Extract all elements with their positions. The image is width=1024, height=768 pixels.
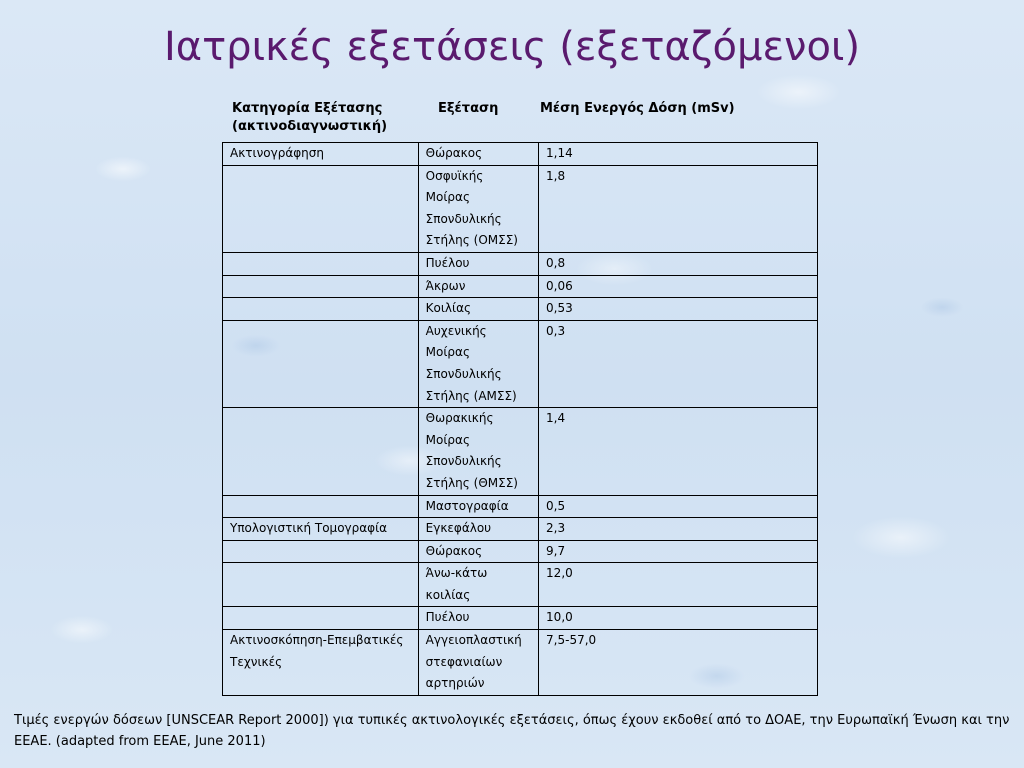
dose-table: [222, 142, 818, 696]
exam-cell: Αυχενικής Μοίρας Σπονδυλικής Στήλης (ΑΜΣΣ): [418, 320, 538, 407]
table-row: [223, 495, 818, 518]
exam-cell: Μαστογραφία: [418, 495, 538, 518]
dose-cell: 7,5-57,0: [539, 630, 818, 696]
dose-cell: 0,3: [539, 320, 818, 407]
exam-cell: Θώρακος: [418, 540, 538, 563]
table-row: [223, 143, 818, 166]
dose-cell: 1,4: [539, 408, 818, 495]
category-cell: Ακτινοσκόπηση-Επεμβατικές Τεχνικές: [223, 630, 419, 696]
category-cell: [223, 408, 419, 495]
dose-cell: 0,06: [539, 275, 818, 298]
table-row: [223, 408, 818, 495]
source-caption: Τιμές ενεργών δόσεων [UNSCEAR Report 2000]) για τυπικές ακτινολογικές εξετάσεις, όπως έχουν εκδοθεί από το ΔΟΑΕ, την Ευρωπαϊκή Ένωση και την ΕΕΑΕ. (adapted from EEAE, June 2011): [14, 713, 1010, 749]
header-category: Κατηγορία Εξέτασης (ακτινοδιαγνωστική): [232, 101, 388, 134]
exam-cell: Κοιλίας: [418, 298, 538, 321]
table-row: [223, 252, 818, 275]
dose-cell: 1,8: [539, 165, 818, 252]
category-cell: [223, 298, 419, 321]
category-cell: [223, 540, 419, 563]
dose-cell: 0,8: [539, 252, 818, 275]
category-cell: [223, 165, 419, 252]
category-cell: [223, 563, 419, 607]
header-exam: Εξέταση: [438, 101, 499, 116]
dose-cell: 0,53: [539, 298, 818, 321]
dose-cell: 1,14: [539, 143, 818, 166]
table-row: [223, 298, 818, 321]
exam-cell: Εγκεφάλου: [418, 518, 538, 541]
dose-cell: 12,0: [539, 563, 818, 607]
category-cell: [223, 252, 419, 275]
exam-cell: Θώρακος: [418, 143, 538, 166]
exam-cell: Αγγειοπλαστική στεφανιαίων αρτηριών: [418, 630, 538, 696]
category-cell: [223, 320, 419, 407]
table-row: [223, 540, 818, 563]
exam-cell: Άνω-κάτω κοιλίας: [418, 563, 538, 607]
table-row: [223, 607, 818, 630]
table-row: [223, 275, 818, 298]
dose-cell: 10,0: [539, 607, 818, 630]
exam-cell: Άκρων: [418, 275, 538, 298]
category-cell: [223, 607, 419, 630]
table-row: [223, 563, 818, 607]
exam-cell: Οσφυϊκής Μοίρας Σπονδυλικής Στήλης (ΟΜΣΣ): [418, 165, 538, 252]
category-cell: [223, 275, 419, 298]
dose-cell: 2,3: [539, 518, 818, 541]
category-cell: Υπολογιστική Τομογραφία: [223, 518, 419, 541]
category-cell: [223, 495, 419, 518]
table-row: [223, 630, 818, 696]
header-dose: Μέση Ενεργός Δόση (mSv): [540, 101, 735, 116]
exam-cell: Θωρακικής Μοίρας Σπονδυλικής Στήλης (ΘΜΣΣ): [418, 408, 538, 495]
dose-cell: 0,5: [539, 495, 818, 518]
dose-cell: 9,7: [539, 540, 818, 563]
table-row: [223, 320, 818, 407]
slide-title: Ιατρικές εξετάσεις (εξεταζόμενοι): [163, 24, 861, 70]
exam-cell: Πυέλου: [418, 252, 538, 275]
table-row: [223, 518, 818, 541]
table-row: [223, 165, 818, 252]
table-column-headers: [222, 100, 822, 142]
category-cell: Ακτινογράφηση: [223, 143, 419, 166]
exam-cell: Πυέλου: [418, 607, 538, 630]
